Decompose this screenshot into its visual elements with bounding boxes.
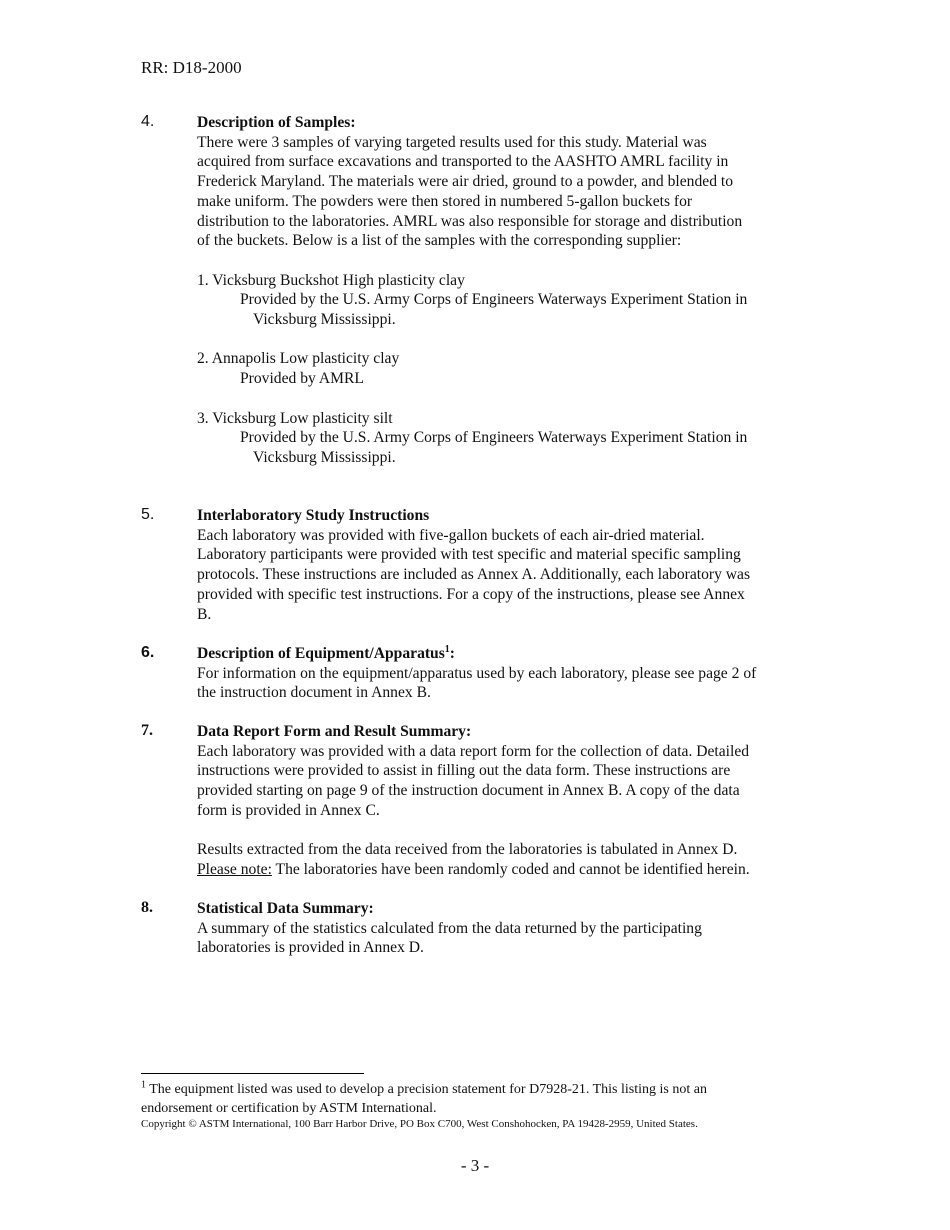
section-number: 7. xyxy=(141,722,153,739)
section-number: 5. xyxy=(141,506,155,523)
sample-item-3 xyxy=(197,409,821,468)
page-number: - 3 - xyxy=(460,1156,490,1175)
section-title: Statistical Data Summary: xyxy=(197,900,374,917)
sample-location: Vicksburg Mississippi. xyxy=(253,448,396,466)
sample-title: 3. Vicksburg Low plasticity silt xyxy=(197,409,393,427)
section-5 xyxy=(141,506,821,624)
footnote-line-1: The equipment listed was used to develop a precision statement for D7928-21. This listing is not an xyxy=(146,1082,707,1097)
text-line: the instruction document in Annex B. xyxy=(197,684,431,702)
note-label: Please note: xyxy=(197,860,272,878)
sample-supplier: Provided by AMRL xyxy=(240,370,364,388)
text-line: There were 3 samples of varying targeted results used for this study. Material was xyxy=(197,133,707,151)
section-title-colon: : xyxy=(449,645,455,662)
text-line: Each laboratory was provided with a data report form for the collection of data. Detailed xyxy=(197,742,750,760)
note-text: The laboratories have been randomly coded and cannot be identified herein. xyxy=(271,860,750,878)
section-8 xyxy=(141,899,821,958)
text-line: provided with specific test instructions. For a copy of the instructions, please see Annex xyxy=(197,585,745,603)
footnote-divider xyxy=(141,1073,364,1074)
text-line: instructions were provided to assist in filling out the data form. These instructions are xyxy=(197,762,731,780)
sample-location: Vicksburg Mississippi. xyxy=(253,311,396,329)
text-line: Frederick Maryland. The materials were air dried, ground to a powder, and blended to xyxy=(197,173,734,191)
text-line: form is provided in Annex C. xyxy=(197,801,380,819)
sample-title: 1. Vicksburg Buckshot High plasticity clay xyxy=(197,271,465,289)
text-line: A summary of the statistics calculated from the data returned by the participating xyxy=(197,919,702,937)
footnote-marker: 1 xyxy=(141,1079,146,1091)
section-title: Description of Samples: xyxy=(197,114,356,131)
section-title-text: Description of Equipment/Apparatus xyxy=(197,645,445,662)
text-line: provided starting on page 9 of the instruction document in Annex B. A copy of the data xyxy=(197,782,740,800)
footnote-ref: 1 xyxy=(444,643,450,655)
section-number: 8. xyxy=(141,899,153,916)
copyright-notice: Copyright © ASTM International, 100 Barr Harbor Drive, PO Box C700, West Conshohocken, PA 19428-2959, United States. xyxy=(141,1118,698,1130)
section-title: Data Report Form and Result Summary: xyxy=(197,723,472,740)
section-number: 4. xyxy=(141,113,155,130)
text-line: make uniform. The powders were then stored in numbered 5-gallon buckets for xyxy=(197,192,693,210)
running-header: RR: D18-2000 xyxy=(141,58,242,77)
section-title: Interlaboratory Study Instructions xyxy=(197,507,430,524)
sample-item-2 xyxy=(197,349,821,388)
sample-supplier: Provided by the U.S. Army Corps of Engineers Waterways Experiment Station in xyxy=(240,291,748,309)
section-4 xyxy=(141,113,821,468)
text-line: protocols. These instructions are included as Annex A. Additionally, each laboratory was xyxy=(197,566,751,584)
results-line: Results extracted from the data received from the laboratories is tabulated in Annex D. xyxy=(197,841,738,859)
sample-title: 2. Annapolis Low plasticity clay xyxy=(197,350,400,368)
text-line: laboratories is provided in Annex D. xyxy=(197,939,424,957)
text-line: Laboratory participants were provided with test specific and material specific sampling xyxy=(197,546,741,564)
text-line: For information on the equipment/apparatus used by each laboratory, please see page 2 of xyxy=(197,664,757,682)
text-line: of the buckets. Below is a list of the samples with the corresponding supplier: xyxy=(197,232,682,250)
section-6 xyxy=(141,644,821,703)
footnote-line-2: endorsement or certification by ASTM International. xyxy=(141,1101,437,1116)
sample-item-1 xyxy=(197,271,821,330)
section-number: 6. xyxy=(141,644,155,661)
text-line: B. xyxy=(197,605,212,623)
footnote xyxy=(141,1080,821,1118)
sample-supplier: Provided by the U.S. Army Corps of Engineers Waterways Experiment Station in xyxy=(240,429,748,447)
text-line: acquired from surface excavations and transported to the AASHTO AMRL facility in xyxy=(197,153,729,171)
note-line xyxy=(197,860,821,880)
section-7 xyxy=(141,722,821,880)
text-line: distribution to the laboratories. AMRL was also responsible for storage and distribution xyxy=(197,212,743,230)
text-line: Each laboratory was provided with five-gallon buckets of each air-dried material. xyxy=(197,526,705,544)
section-title xyxy=(197,644,821,664)
